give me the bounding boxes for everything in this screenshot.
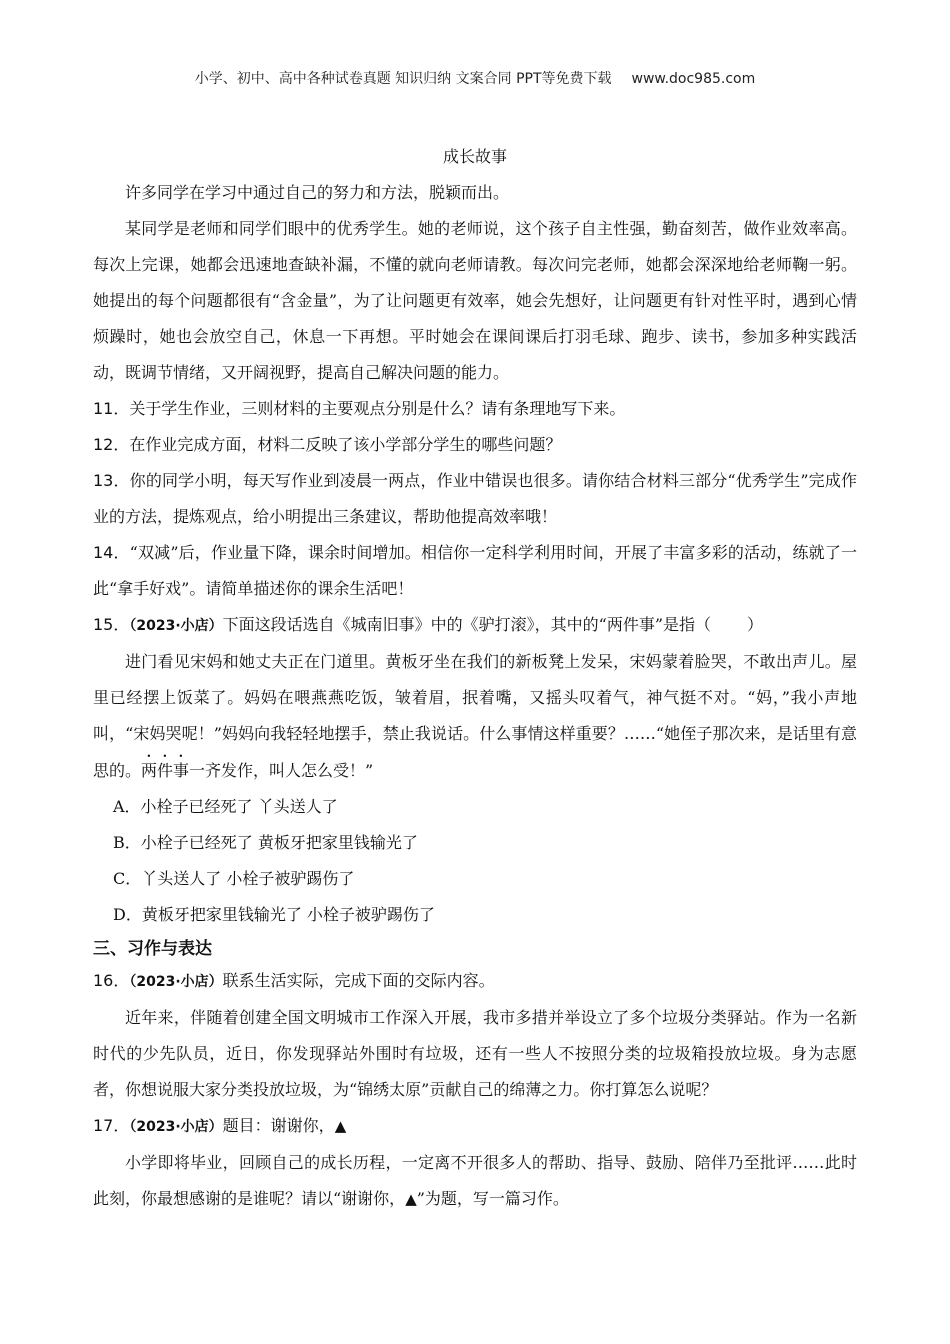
question-number: 11． — [93, 399, 130, 418]
question-number: 12． — [93, 435, 130, 454]
question-number: 14． — [93, 543, 130, 562]
option-d[interactable]: D．黄板牙把家里钱输光了 小栓子被驴踢伤了 — [113, 905, 435, 924]
passage-text: 进门看见宋妈和她丈夫正在门道里。黄板牙坐在我们的新板凳上发呆，宋妈蒙着脸哭，不敢出声儿。屋里已经摆上饭菜了。妈妈在喂燕燕吃饭，皱着眉，抿着嘴，又摇头叹着气，神气挺不对。“妈，”我小声地叫，“宋妈哭呢！”妈妈向我轻轻地摆手，禁止我说话。什么事情这样重要？……“她侄子那次来，是话里有意思的。 — [93, 652, 857, 780]
question-number: 16． — [93, 971, 130, 990]
question-source: （2023·小店） — [129, 1119, 223, 1135]
story-paragraph-2: 某同学是老师和同学们眼中的优秀学生。她的老师说，这个孩子自主性强，勤奋刻苦，做作业效率高。每次上完课，她都会迅速地查缺补漏，不懂的就向老师请教。每次问完老师，她都会深深地给老师鞠一躬。她提出的每个问题都很有“含金量”，为了让问题更有效率，她会先想好，让问题更有针对性平时，遇到心情烦躁时，她也会放空自己，休息一下再想。平时她会在课间课后打羽毛球、跑步、读书，参加多种实践活动，既调节情绪，又开阔视野，提高自己解决问题的能力。 — [93, 219, 857, 382]
section-heading: 三、习作与表达 — [93, 939, 212, 959]
q15-passage — [93, 644, 857, 789]
content-body — [93, 143, 857, 1217]
question-text: 联系生活实际，完成下面的交际内容。 — [222, 971, 495, 990]
question-text: 在作业完成方面，材料二反映了该小学部分学生的哪些问题？ — [129, 435, 562, 454]
option-a[interactable]: A．小栓子已经死了 丫头送人了 — [113, 797, 338, 816]
passage-text: 小学即将毕业，回顾自己的成长历程，一定离不开很多人的帮助、指导、鼓励、陪伴乃至批评……此时此刻，你最想感谢的是谁呢？请以“谢谢你， — [93, 1153, 857, 1208]
question-source: （2023·小店） — [129, 974, 223, 990]
question-number: 17． — [93, 1116, 130, 1135]
emphasized-phrase: 两件事 — [141, 761, 190, 780]
header-promo-text: 小学、初中、高中各种试卷真题 知识归纳 文案合同 PPT等免费下载 — [194, 71, 612, 87]
question-number: 15． — [93, 615, 130, 634]
story-title: 成长故事 — [442, 147, 507, 166]
question-15 — [93, 607, 857, 644]
question-text: 你的同学小明，每天写作业到凌晨一两点，作业中错误也很多。请你结合材料三部分“优秀学生”完成作业的方法，提炼观点，给小明提出三条建议，帮助他提高效率哦！ — [93, 471, 857, 526]
option-c[interactable]: C．丫头送人了 小栓子被驴踢伤了 — [113, 869, 355, 888]
page-header — [0, 68, 950, 88]
question-text: 题目：谢谢你， — [222, 1116, 335, 1135]
passage-text-end: 一齐发作，叫人怎么受！” — [189, 761, 374, 780]
question-bracket-close: ） — [747, 615, 764, 634]
question-16 — [93, 963, 857, 1000]
triangle-placeholder-icon: ▲ — [334, 1117, 347, 1135]
question-17 — [93, 1108, 857, 1145]
question-13 — [93, 463, 857, 535]
triangle-placeholder-icon: ▲ — [405, 1190, 417, 1208]
question-text: 下面这段话选自《城南旧事》中的《驴打滚》，其中的“两件事”是指（ — [222, 615, 712, 634]
question-14 — [93, 535, 857, 607]
q17-passage — [93, 1145, 857, 1217]
question-number: 13． — [93, 471, 130, 490]
question-text: 关于学生作业，三则材料的主要观点分别是什么？请有条理地写下来。 — [129, 399, 626, 418]
option-b[interactable]: B．小栓子已经死了 黄板牙把家里钱输光了 — [113, 833, 418, 852]
question-12 — [93, 427, 857, 463]
header-website[interactable]: www.doc985.com — [631, 71, 756, 87]
story-paragraph-1: 许多同学在学习中通过自己的努力和方法，脱颖而出。 — [125, 183, 510, 202]
question-source: （2023·小店） — [129, 618, 223, 634]
question-text: “双减”后，作业量下降，课余时间增加。相信你一定科学利用时间，开展了丰富多彩的活动，练就了一此“拿手好戏”。请简单描述你的课余生活吧！ — [93, 543, 857, 598]
q16-passage: 近年来，伴随着创建全国文明城市工作深入开展，我市多措并举设立了多个垃圾分类驿站。作为一名新时代的少先队员，近日，你发现驿站外围时有垃圾，还有一些人不按照分类的垃圾箱投放垃圾。身为志愿者，你想说服大家分类投放垃圾，为“锦绣太原”贡献自己的绵薄之力。你打算怎么说呢？ — [93, 1008, 857, 1099]
passage-text-end: ”为题，写一篇习作。 — [416, 1189, 569, 1208]
question-11 — [93, 391, 857, 427]
